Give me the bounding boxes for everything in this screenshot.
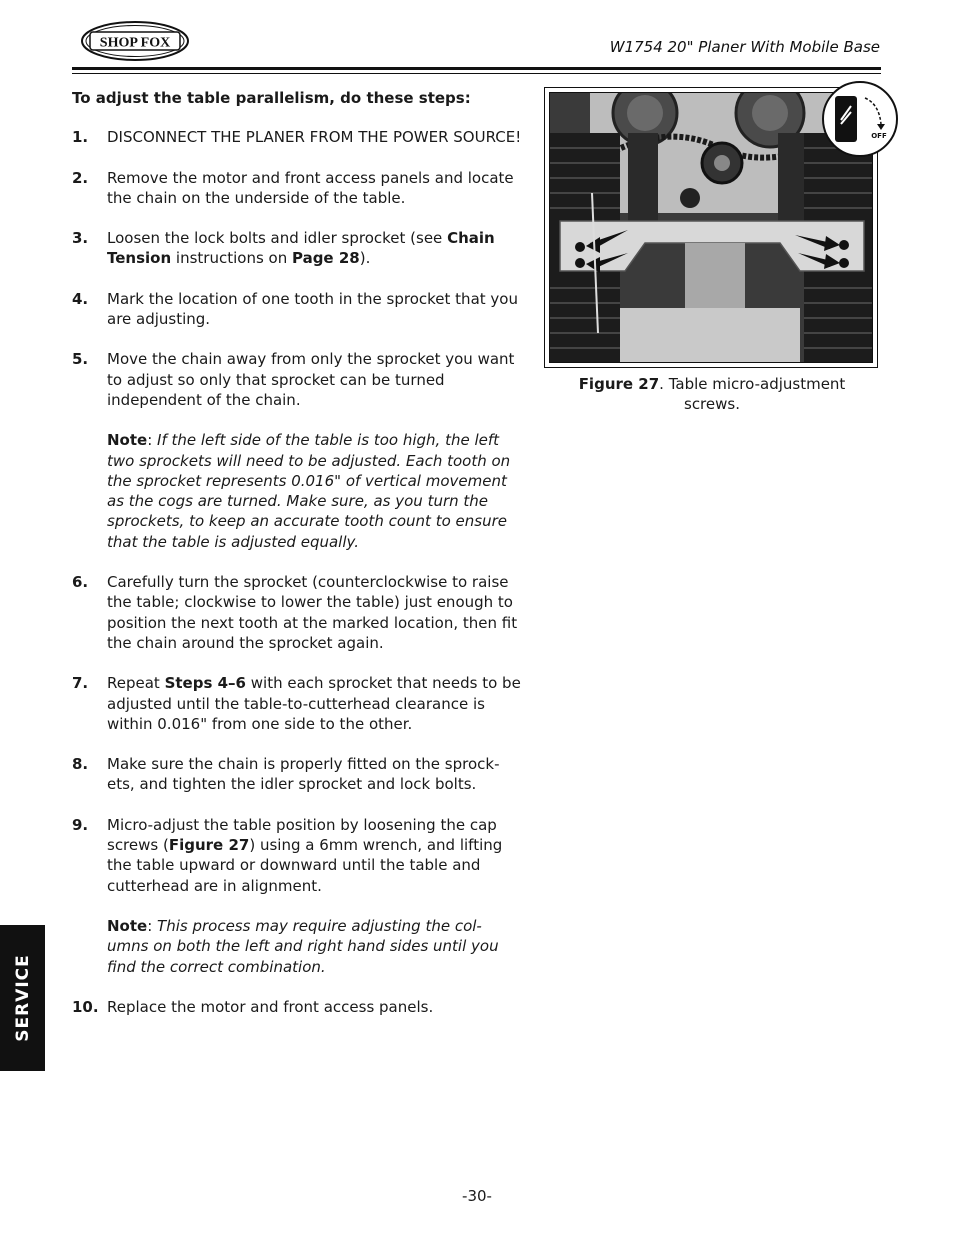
step-text: Remove the motor and front access panels and locate the chain on the underside of the table.	[107, 168, 514, 207]
step-text	[107, 815, 522, 896]
step-number: 7.	[72, 674, 89, 693]
step-number: 4.	[72, 289, 89, 308]
note	[107, 430, 522, 552]
note-separator: :	[147, 431, 158, 450]
step-text-part: with each sprocket that needs to be adjusted until the table-to-cutterhead clearance is within 0.016" from one side to the other.	[107, 674, 521, 733]
note-separator: :	[147, 916, 158, 935]
note-label: Note	[107, 916, 148, 935]
step-text-part: ) using a 6mm wrench, and lifting the table upward or downward until the table and cutterhead are in alignment.	[107, 836, 503, 895]
step-number: 6.	[72, 573, 89, 592]
step-text-part: Micro-adjust the table position by loosening the cap screws (	[107, 815, 497, 855]
step-1	[72, 127, 522, 147]
note-label: Note	[107, 431, 148, 450]
step-7	[72, 673, 522, 734]
logo-text: SHOP FOX	[99, 35, 171, 51]
off-label: OFF	[871, 132, 887, 140]
section-tab-label: SERVICE	[12, 954, 33, 1042]
note-text: This process may require adjusting the col-umns on both the left and right hand sides until you find the correct combination.	[107, 916, 499, 976]
step-text: Move the chain away from only the sprocket you want to adjust so only that sprocket can be turned independent of the chain.	[107, 350, 515, 409]
chain-tension-reference: Chain Tension	[107, 229, 495, 268]
step-number: 1.	[72, 128, 89, 147]
step-text: DISCONNECT THE PLANER FROM THE POWER SOURCE!	[107, 128, 522, 147]
step-text-part: instructions on	[171, 249, 292, 268]
step-text: Carefully turn the sprocket (counterclockwise to raise the table; clockwise to lower the table) just enough to position the next tooth at the marked location, then fit the chain around the sprocket again.	[107, 573, 518, 652]
section-tab	[0, 925, 45, 1071]
step-8	[72, 754, 522, 795]
header-rule-thin	[72, 73, 881, 74]
step-4	[72, 289, 522, 330]
step-text: Replace the motor and front access panels.	[107, 997, 434, 1016]
page-reference: Page 28	[291, 249, 360, 268]
step-5	[72, 349, 522, 552]
intro-heading: To adjust the table parallelism, do these steps:	[72, 89, 471, 107]
step-text-part: Repeat	[107, 674, 165, 693]
step-number: 8.	[72, 755, 89, 774]
instructions-column	[72, 88, 522, 1037]
caption-text: . Table micro-adjustment screws.	[659, 375, 846, 414]
header-rule	[72, 67, 881, 70]
step-number: 5.	[72, 350, 89, 369]
step-3	[72, 228, 522, 269]
step-10	[72, 997, 522, 1017]
figure-caption	[560, 374, 864, 415]
step-text	[107, 228, 522, 269]
step-number: 10.	[72, 997, 99, 1016]
step-number: 9.	[72, 815, 89, 834]
step-text: Make sure the chain is properly fitted on the sprock-ets, and tighten the idler sprocket and lock bolts.	[107, 755, 500, 794]
document-title: W1754 20" Planer With Mobile Base	[609, 38, 880, 56]
step-6	[72, 572, 522, 653]
steps-reference: Steps 4–6	[164, 674, 246, 693]
disconnect-power-icon	[821, 80, 899, 158]
step-2	[72, 168, 522, 209]
step-number: 2.	[72, 168, 89, 187]
step-text-part: Loosen the lock bolts and idler sprocket (see	[107, 229, 448, 248]
step-9	[72, 815, 522, 977]
note	[107, 916, 522, 977]
page-number: -30-	[462, 1187, 492, 1205]
shop-fox-logo	[80, 20, 190, 62]
step-text	[107, 673, 522, 734]
note-text: If the left side of the table is too high, the left two sprockets will need to be adjusted. Each tooth on the sprocket represents 0.016" of vertical movement as the cogs are turned. Make sure, as you turn the sprockets, to keep an accurate tooth count to ensure that the table is adjusted equally.	[107, 431, 511, 551]
step-number: 3.	[72, 229, 89, 248]
figure-reference: Figure 27	[168, 836, 250, 855]
step-text-part: ).	[359, 249, 371, 268]
step-text: Mark the location of one tooth in the sprocket that you are adjusting.	[107, 289, 518, 329]
figure-label: Figure 27	[578, 375, 660, 393]
